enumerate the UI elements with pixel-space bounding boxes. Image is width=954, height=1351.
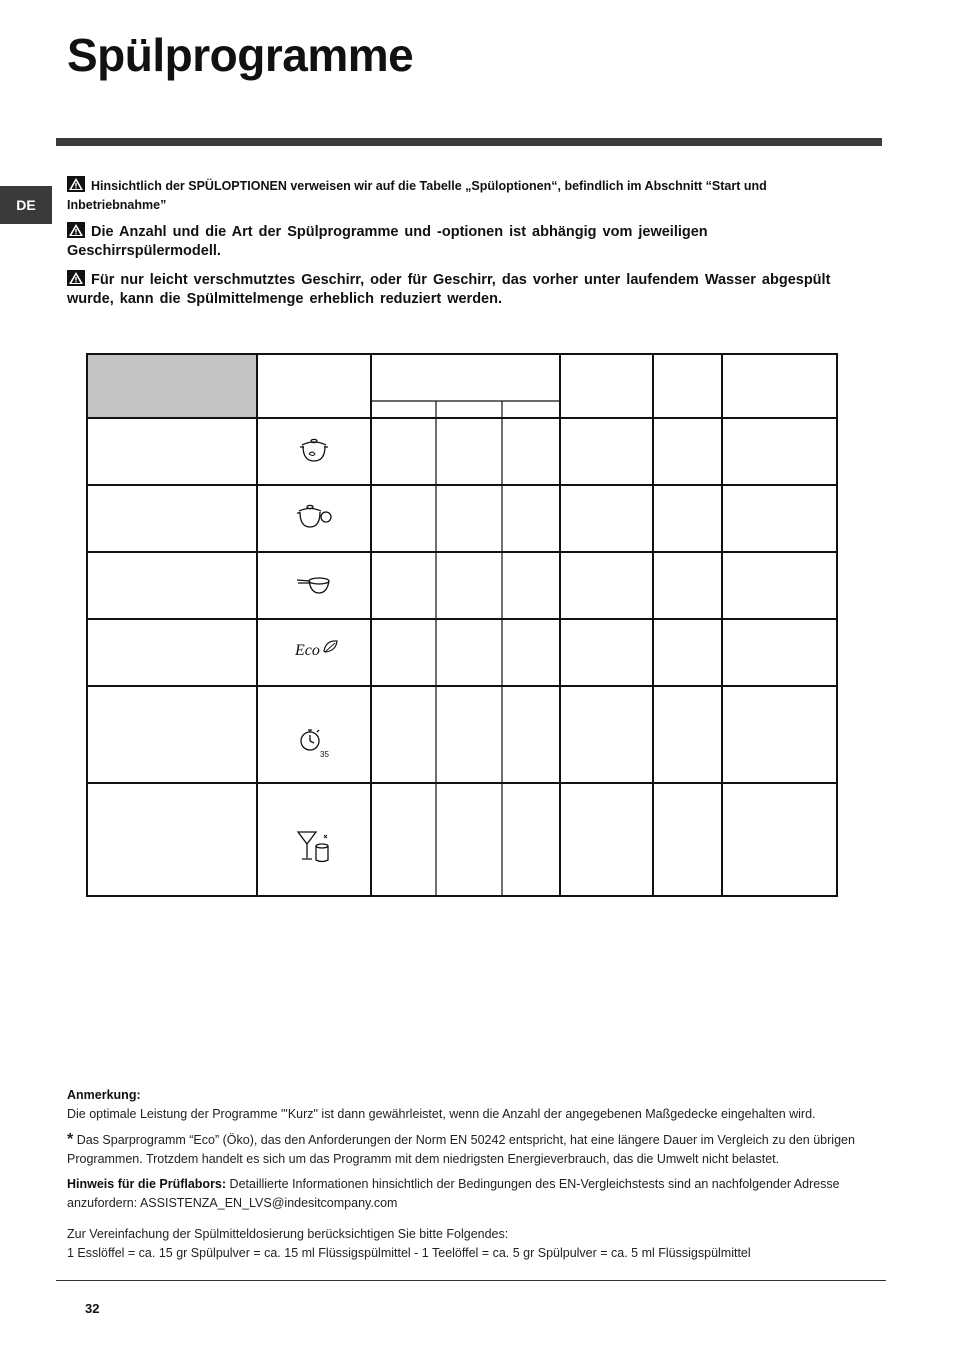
- programs-table-grid: [86, 353, 838, 897]
- notes-section: [67, 1086, 907, 1269]
- page-number: 32: [85, 1301, 100, 1316]
- dosing-line-1: Zur Vereinfachung der Spülmitteldosierung berücksichtigen Sie bitte Folgendes:: [67, 1227, 509, 1241]
- labs-note: [67, 1175, 907, 1213]
- warning-triangle-icon: [67, 222, 85, 238]
- eco-text-rest: ” (Öko), das den Anforderungen der Norm EN 50242 entspricht, hat eine längere Dauer im Vergleich zu den übrigen Programmen. Trotzdem handelt es sich um das Programm mit dem niedrigsten Energieverbrauch, das die Umwelt nicht belastet.: [67, 1133, 855, 1166]
- table-header-shade: [87, 354, 257, 418]
- warning-text: Hinsichtlich der SPÜLOPTIONEN verweisen wir auf die Tabelle „Spüloptionen“, befindlich im Abschnitt “Start und Inbetriebnahme”: [67, 179, 767, 212]
- warning-note: [67, 222, 847, 261]
- anmerkung-note: [67, 1086, 907, 1124]
- page-title: Spülprogramme: [67, 29, 414, 81]
- warning-note: [67, 176, 847, 215]
- language-tab: DE: [0, 186, 52, 224]
- eco-text-start: Das Sparprogramm “Eco: [76, 1133, 215, 1147]
- warning-text: Für nur leicht verschmutztes Geschirr, oder für Geschirr, das vorher unter laufendem Wasser abgespült wurde, kann die Spülmittelmenge erheblich reduziert werden.: [67, 272, 831, 307]
- eco-leaf-label: Eco: [295, 642, 320, 659]
- warning-text: Die Anzahl und die Art der Spülprogramme und -optionen ist abhängig vom jeweiligen Geschirrspülermodell.: [67, 224, 708, 259]
- labs-label: Hinweis für die Prüflabors:: [67, 1177, 227, 1191]
- warning-triangle-icon: [67, 270, 85, 286]
- footer-rule: [56, 1280, 886, 1281]
- dosing-line-2: 1 Esslöffel = ca. 15 gr Spülpulver = ca. 15 ml Flüssigspülmittel - 1 Teelöffel = ca. 5 gr Spülpulver = ca. 5 ml Flüssigspülmittel: [67, 1246, 751, 1260]
- dosing-note: [67, 1225, 907, 1263]
- warning-note: [67, 270, 847, 309]
- title-rule: [56, 138, 882, 146]
- programs-table: [86, 353, 838, 897]
- labs-text: Detaillierte Informationen hinsichtlich der Bedingungen des EN-Vergleichstests sind an nachfolgender Adresse anzufordern: ASSISTENZA_EN_LVS@indesitcompany.com: [67, 1177, 840, 1210]
- eco-note: [67, 1130, 907, 1169]
- eco-star: *: [67, 1131, 74, 1148]
- anmerkung-text: Die optimale Leistung der Programme "'Kurz" ist dann gewährleistet, wenn die Anzahl der angegebenen Maßgedecke eingehalten wird.: [67, 1107, 816, 1121]
- anmerkung-label: Anmerkung:: [67, 1088, 141, 1102]
- stopwatch-label: 35: [320, 750, 329, 759]
- warning-triangle-icon: [67, 176, 85, 192]
